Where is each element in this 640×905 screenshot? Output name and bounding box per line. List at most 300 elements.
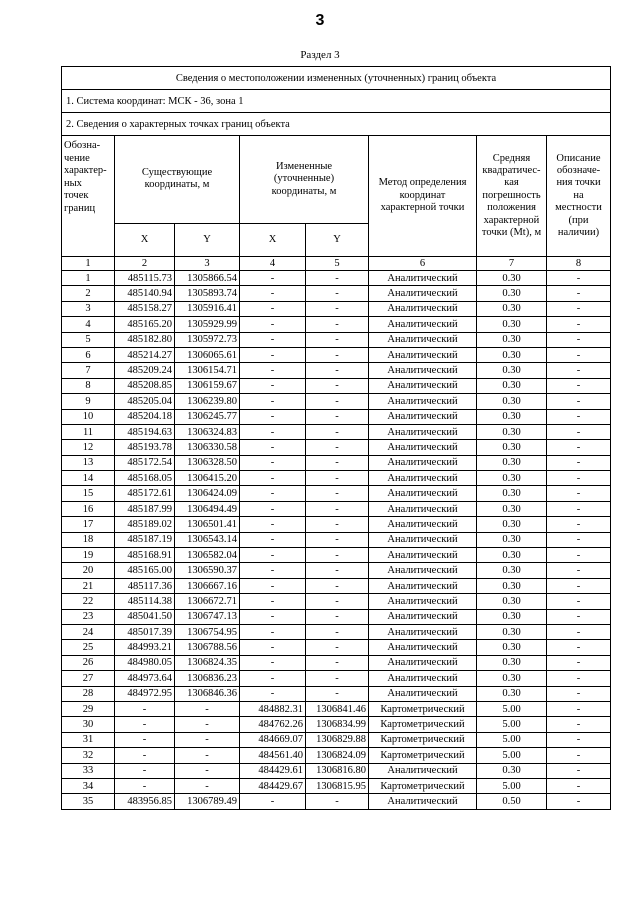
table-cell: 484980.05 (115, 655, 175, 670)
table-cell: - (175, 748, 240, 763)
table-cell: 12 (62, 440, 115, 455)
table-cell: Аналитический (369, 394, 477, 409)
table-cell: - (306, 471, 369, 486)
table-cell: 485193.78 (115, 440, 175, 455)
table-row (62, 778, 611, 793)
table-cell: 1306747.13 (175, 609, 240, 624)
table-row (62, 794, 611, 809)
table-row (62, 332, 611, 347)
table-cell: Аналитический (369, 363, 477, 378)
table-cell: 5.00 (477, 748, 547, 763)
table-cell: 0.30 (477, 332, 547, 347)
table-cell: 6 (62, 347, 115, 362)
table-cell: - (240, 301, 306, 316)
table-cell: 485204.18 (115, 409, 175, 424)
table-cell: 484972.95 (115, 686, 175, 701)
table-cell: Аналитический (369, 332, 477, 347)
table-cell: 485187.99 (115, 501, 175, 516)
page-number: 3 (315, 12, 325, 29)
table-cell: - (547, 363, 611, 378)
table-cell: - (547, 301, 611, 316)
table-cell: - (306, 363, 369, 378)
table-cell: - (240, 640, 306, 655)
table-cell: Аналитический (369, 640, 477, 655)
table-cell: 1306841.46 (306, 701, 369, 716)
table-cell: - (115, 748, 175, 763)
table-cell: 0.30 (477, 548, 547, 563)
table-cell: 1306494.49 (175, 501, 240, 516)
table-row (62, 471, 611, 486)
table-cell: - (240, 532, 306, 547)
table-cell: - (306, 686, 369, 701)
table-cell: - (306, 517, 369, 532)
table-cell: 483956.85 (115, 794, 175, 809)
table-cell: 22 (62, 594, 115, 609)
table-cell: - (240, 655, 306, 670)
table-cell: - (547, 732, 611, 747)
table-cell: 1306245.77 (175, 409, 240, 424)
table-row (62, 271, 611, 286)
table-cell: - (240, 486, 306, 501)
table-cell: - (115, 701, 175, 716)
table-cell: 484429.61 (240, 763, 306, 778)
table-cell: - (547, 717, 611, 732)
table-cell: 1 (62, 271, 115, 286)
table-cell: 0.30 (477, 455, 547, 470)
table-cell: - (547, 778, 611, 793)
table-cell: 1306834.99 (306, 717, 369, 732)
table-cell: - (547, 594, 611, 609)
table-cell: - (240, 609, 306, 624)
table-cell: - (306, 271, 369, 286)
table-cell: 18 (62, 532, 115, 547)
table-cell: - (240, 271, 306, 286)
table-cell: 5.00 (477, 701, 547, 716)
table-row (62, 624, 611, 639)
table-cell: - (240, 578, 306, 593)
table-cell: 0.30 (477, 363, 547, 378)
table-cell: 485189.02 (115, 517, 175, 532)
column-number-cell: 6 (369, 257, 477, 271)
header-accuracy: Средняя квадратичес- кая погрешность положения характерной точки (Mt), м (477, 136, 547, 257)
table-cell: - (547, 271, 611, 286)
header-existing-coords: Существующие координаты, м (115, 136, 240, 224)
table-cell: - (240, 332, 306, 347)
table-cell: - (547, 394, 611, 409)
table-cell: 13 (62, 455, 115, 470)
table-cell: - (306, 378, 369, 393)
table-title: Сведения о местоположении измененных (уточненных) границ объекта (62, 67, 611, 90)
table-cell: - (240, 501, 306, 516)
table-cell: - (306, 563, 369, 578)
table-cell: Аналитический (369, 424, 477, 439)
table-row (62, 763, 611, 778)
table-cell: - (240, 624, 306, 639)
table-cell: Аналитический (369, 655, 477, 670)
table-cell: - (115, 717, 175, 732)
table-row (62, 517, 611, 532)
table-cell: - (547, 347, 611, 362)
table-cell: 1306415.20 (175, 471, 240, 486)
table-cell: - (240, 440, 306, 455)
table-cell: - (547, 748, 611, 763)
table-row (62, 424, 611, 439)
header-designation: Обозна- чение характер- ных точек границ (62, 136, 115, 257)
table-cell: Картометрический (369, 701, 477, 716)
table-cell: 0.30 (477, 394, 547, 409)
table-cell: 0.30 (477, 686, 547, 701)
table-cell: - (547, 440, 611, 455)
table-cell: 485168.91 (115, 548, 175, 563)
table-cell: Аналитический (369, 548, 477, 563)
table-cell: - (306, 532, 369, 547)
table-cell: - (547, 471, 611, 486)
table-cell: 1306789.49 (175, 794, 240, 809)
table-cell: 1306424.09 (175, 486, 240, 501)
table-row (62, 455, 611, 470)
table-cell: 5 (62, 332, 115, 347)
table-cell: 15 (62, 486, 115, 501)
table-cell: 1305929.99 (175, 317, 240, 332)
table-cell: 17 (62, 517, 115, 532)
table-cell: Картометрический (369, 748, 477, 763)
table-cell: 485172.54 (115, 455, 175, 470)
table-cell: - (175, 701, 240, 716)
table-cell: 25 (62, 640, 115, 655)
table-cell: 0.30 (477, 347, 547, 362)
table-cell: - (306, 594, 369, 609)
table-cell: Картометрический (369, 778, 477, 793)
table-cell: 1306582.04 (175, 548, 240, 563)
table-cell: 485165.20 (115, 317, 175, 332)
table-cell: Аналитический (369, 317, 477, 332)
table-cell: 0.30 (477, 671, 547, 686)
table-cell: 485205.04 (115, 394, 175, 409)
table-cell: Аналитический (369, 763, 477, 778)
table-cell: - (240, 409, 306, 424)
table-cell: 1306754.95 (175, 624, 240, 639)
table-cell: - (547, 609, 611, 624)
column-number-cell: 3 (175, 257, 240, 271)
table-cell: 0.30 (477, 501, 547, 516)
table-cell: - (306, 548, 369, 563)
table-cell: Аналитический (369, 794, 477, 809)
table-cell: - (547, 794, 611, 809)
table-cell: - (240, 794, 306, 809)
table-cell: - (306, 332, 369, 347)
table-cell: Аналитический (369, 532, 477, 547)
table-cell: - (306, 394, 369, 409)
header-existing-x: X (115, 223, 175, 256)
table-cell: 1306543.14 (175, 532, 240, 547)
table-row (62, 748, 611, 763)
table-cell: Аналитический (369, 271, 477, 286)
table-cell: Аналитический (369, 440, 477, 455)
table-cell: 14 (62, 471, 115, 486)
table-cell: 484882.31 (240, 701, 306, 716)
table-cell: - (175, 732, 240, 747)
table-cell: - (115, 763, 175, 778)
table-cell: - (306, 655, 369, 670)
table-cell: - (547, 286, 611, 301)
table-cell: - (547, 486, 611, 501)
table-cell: 16 (62, 501, 115, 516)
table-cell: 0.30 (477, 763, 547, 778)
table-cell: 485209.24 (115, 363, 175, 378)
table-cell: 1306824.09 (306, 748, 369, 763)
table-cell: 2 (62, 286, 115, 301)
table-cell: - (547, 409, 611, 424)
table-cell: - (306, 347, 369, 362)
table-cell: 0.50 (477, 794, 547, 809)
table-cell: 1305866.54 (175, 271, 240, 286)
header-existing-y: Y (175, 223, 240, 256)
column-number-cell: 7 (477, 257, 547, 271)
coordinate-system: 1. Система координат: МСК - 36, зона 1 (62, 90, 611, 113)
table-cell: 31 (62, 732, 115, 747)
table-cell: 0.30 (477, 594, 547, 609)
table-cell: 5.00 (477, 717, 547, 732)
points-heading: 2. Сведения о характерных точках границ объекта (62, 113, 611, 136)
table-cell: 0.30 (477, 517, 547, 532)
table-cell: - (175, 717, 240, 732)
table-cell: 1306328.50 (175, 455, 240, 470)
table-cell: - (306, 624, 369, 639)
table-row (62, 717, 611, 732)
table-row (62, 594, 611, 609)
table-cell: - (240, 517, 306, 532)
table-cell: 20 (62, 563, 115, 578)
table-cell: - (306, 424, 369, 439)
table-cell: 8 (62, 378, 115, 393)
table-cell: 1305916.41 (175, 301, 240, 316)
table-cell: 484762.26 (240, 717, 306, 732)
table-cell: Аналитический (369, 594, 477, 609)
table-row (62, 394, 611, 409)
table-cell: - (115, 732, 175, 747)
table-cell: - (306, 286, 369, 301)
table-cell: 1306159.67 (175, 378, 240, 393)
table-cell: Аналитический (369, 486, 477, 501)
table-cell: 0.30 (477, 609, 547, 624)
table-cell: - (306, 501, 369, 516)
table-cell: - (240, 471, 306, 486)
table-cell: - (175, 763, 240, 778)
table-row (62, 732, 611, 747)
table-cell: - (547, 686, 611, 701)
table-cell: 0.30 (477, 301, 547, 316)
table-cell: 1306239.80 (175, 394, 240, 409)
table-cell: 0.30 (477, 655, 547, 670)
table-cell: 26 (62, 655, 115, 670)
table-cell: 24 (62, 624, 115, 639)
table-cell: 1306324.83 (175, 424, 240, 439)
table-cell: 0.30 (477, 440, 547, 455)
table-cell: 29 (62, 701, 115, 716)
table-cell: - (306, 578, 369, 593)
table-cell: 485208.85 (115, 378, 175, 393)
table-row (62, 301, 611, 316)
table-cell: - (240, 455, 306, 470)
table-cell: 0.30 (477, 532, 547, 547)
table-cell: 33 (62, 763, 115, 778)
table-row (62, 347, 611, 362)
header-changed-x: X (240, 223, 306, 256)
table-cell: 1306667.16 (175, 578, 240, 593)
table-cell: - (547, 332, 611, 347)
table-row (62, 409, 611, 424)
table-row (62, 501, 611, 516)
table-cell: 1306788.56 (175, 640, 240, 655)
table-cell: 1306672.71 (175, 594, 240, 609)
table-cell: 1306846.36 (175, 686, 240, 701)
table-cell: 484429.67 (240, 778, 306, 793)
table-cell: - (547, 701, 611, 716)
table-cell: 485115.73 (115, 271, 175, 286)
table-cell: 30 (62, 717, 115, 732)
table-cell: 485194.63 (115, 424, 175, 439)
table-cell: 0.30 (477, 317, 547, 332)
table-cell: 27 (62, 671, 115, 686)
table-row (62, 671, 611, 686)
table-cell: 1306829.88 (306, 732, 369, 747)
table-cell: 4 (62, 317, 115, 332)
column-number-cell: 2 (115, 257, 175, 271)
table-cell: 485041.50 (115, 609, 175, 624)
table-row (62, 440, 611, 455)
table-cell: 9 (62, 394, 115, 409)
table-cell: - (547, 548, 611, 563)
table-cell: 485172.61 (115, 486, 175, 501)
table-cell: 1306815.95 (306, 778, 369, 793)
table-cell: 1306824.35 (175, 655, 240, 670)
table-cell: Картометрический (369, 732, 477, 747)
table-cell: - (547, 563, 611, 578)
table-cell: - (306, 671, 369, 686)
table-cell: 0.30 (477, 409, 547, 424)
table-cell: Аналитический (369, 301, 477, 316)
table-cell: 3 (62, 301, 115, 316)
table-cell: - (306, 486, 369, 501)
section-title: Раздел 3 (300, 49, 340, 61)
boundary-points-table (61, 66, 611, 810)
table-cell: 485114.38 (115, 594, 175, 609)
table-cell: 32 (62, 748, 115, 763)
table-cell: 1305972.73 (175, 332, 240, 347)
table-cell: - (547, 578, 611, 593)
table-cell: - (547, 671, 611, 686)
table-cell: Аналитический (369, 455, 477, 470)
table-cell: 7 (62, 363, 115, 378)
table-cell: 485214.27 (115, 347, 175, 362)
table-cell: 5.00 (477, 778, 547, 793)
table-cell: - (175, 778, 240, 793)
table-cell: 0.30 (477, 378, 547, 393)
table-cell: - (240, 671, 306, 686)
table-cell: - (547, 424, 611, 439)
table-cell: Аналитический (369, 671, 477, 686)
table-row (62, 640, 611, 655)
table-row (62, 686, 611, 701)
table-cell: - (547, 455, 611, 470)
table-cell: 1306501.41 (175, 517, 240, 532)
table-row (62, 363, 611, 378)
table-cell: Аналитический (369, 609, 477, 624)
table-cell: - (547, 655, 611, 670)
table-cell: 485182.80 (115, 332, 175, 347)
table-cell: - (240, 548, 306, 563)
table-row (62, 286, 611, 301)
table-cell: 11 (62, 424, 115, 439)
table-cell: 23 (62, 609, 115, 624)
table-row (62, 701, 611, 716)
table-cell: 1306330.58 (175, 440, 240, 455)
table-cell: - (547, 624, 611, 639)
table-cell: 34 (62, 778, 115, 793)
table-cell: 0.30 (477, 424, 547, 439)
table-cell: 484669.07 (240, 732, 306, 747)
table-row (62, 655, 611, 670)
table-cell: - (547, 501, 611, 516)
table-cell: 0.30 (477, 563, 547, 578)
table-cell: - (306, 409, 369, 424)
table-cell: 484561.40 (240, 748, 306, 763)
table-cell: - (547, 640, 611, 655)
table-cell: - (547, 317, 611, 332)
table-cell: Картометрический (369, 717, 477, 732)
table-cell: 1306816.80 (306, 763, 369, 778)
table-cell: 0.30 (477, 286, 547, 301)
table-row (62, 378, 611, 393)
table-cell: Аналитический (369, 624, 477, 639)
table-row (62, 609, 611, 624)
table-cell: 484973.64 (115, 671, 175, 686)
table-cell: - (240, 563, 306, 578)
table-cell: 0.30 (477, 624, 547, 639)
table-row (62, 486, 611, 501)
table-cell: - (240, 347, 306, 362)
table-cell: - (306, 455, 369, 470)
table-cell: - (240, 286, 306, 301)
table-cell: 0.30 (477, 271, 547, 286)
table-cell: - (240, 394, 306, 409)
table-cell: - (547, 378, 611, 393)
table-row (62, 548, 611, 563)
table-cell: Аналитический (369, 286, 477, 301)
table-cell: 0.30 (477, 578, 547, 593)
table-cell: 1306590.37 (175, 563, 240, 578)
table-cell: - (115, 778, 175, 793)
table-cell: - (240, 363, 306, 378)
table-cell: 485117.36 (115, 578, 175, 593)
table-cell: - (240, 594, 306, 609)
table-cell: - (547, 517, 611, 532)
table-row (62, 532, 611, 547)
table-cell: Аналитический (369, 347, 477, 362)
table-row (62, 317, 611, 332)
table-cell: 485165.00 (115, 563, 175, 578)
table-cell: Аналитический (369, 686, 477, 701)
table-cell: 28 (62, 686, 115, 701)
header-description: Описание обозначе- ния точки на местности (при наличии) (547, 136, 611, 257)
column-number-cell: 1 (62, 257, 115, 271)
table-cell: - (240, 317, 306, 332)
table-cell: - (306, 640, 369, 655)
table-cell: 484993.21 (115, 640, 175, 655)
table-cell: 1306154.71 (175, 363, 240, 378)
table-cell: - (306, 794, 369, 809)
table-cell: Аналитический (369, 563, 477, 578)
